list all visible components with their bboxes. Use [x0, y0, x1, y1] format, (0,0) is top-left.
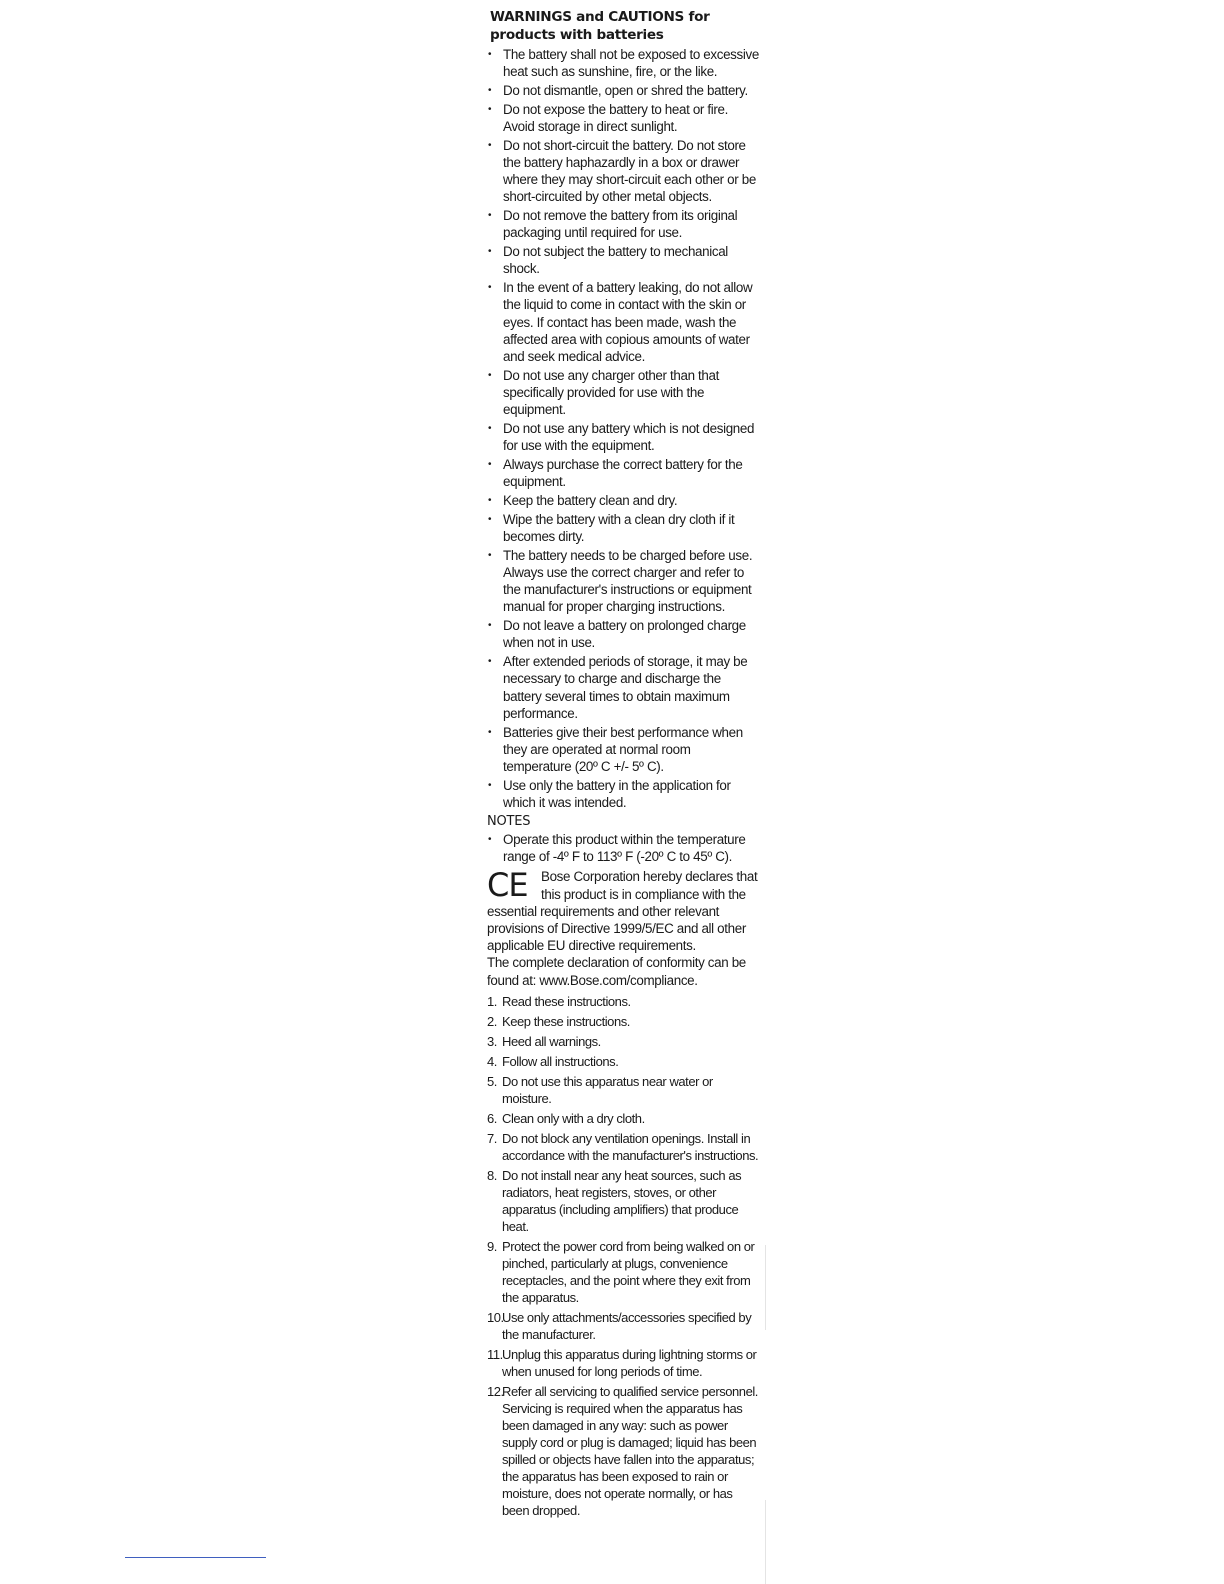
item-text: Heed all warnings. — [502, 1033, 601, 1049]
list-item — [487, 1130, 759, 1164]
item-number: 4. — [487, 1053, 497, 1069]
ce-mark-icon: CE — [487, 866, 528, 905]
item-text: Do not block any ventilation openings. Install in accordance with the manufacturer's instructions. — [502, 1130, 759, 1163]
item-number: 10. — [487, 1309, 504, 1325]
list-item — [487, 1013, 759, 1030]
ce-compliance-block — [487, 868, 759, 988]
item-text: Do not install near any heat sources, such as radiators, heat registers, stoves, or other apparatus (including amplifiers) that produce heat. — [502, 1167, 742, 1234]
list-item — [487, 1110, 759, 1127]
item-text: Protect the power cord from being walked on or pinched, particularly at plugs, convenience receptacles, and the point where they exit from the apparatus. — [502, 1238, 755, 1305]
list-item: • Do not remove the battery from its original packaging until required for use. — [487, 207, 759, 241]
item-number: 9. — [487, 1238, 497, 1254]
page-edge-divider — [765, 1245, 766, 1330]
page-edge-divider — [765, 1500, 766, 1584]
list-item: • The battery needs to be charged before use. Always use the correct charger and refer to the manufacturer's instructions or equipment manual for proper charging instructions. — [487, 547, 759, 616]
battery-warnings-list — [487, 46, 759, 811]
list-item: • After extended periods of storage, it may be necessary to charge and discharge the battery several times to obtain maximum performance. — [487, 653, 759, 722]
item-number: 11. — [487, 1346, 503, 1362]
item-text: Do not use this apparatus near water or moisture. — [502, 1073, 713, 1106]
item-text: Follow all instructions. — [502, 1053, 619, 1069]
item-number: 2. — [487, 1013, 497, 1029]
item-number: 3. — [487, 1033, 497, 1049]
item-number: 1. — [487, 993, 497, 1009]
list-item — [487, 1238, 759, 1306]
safety-document — [487, 9, 759, 1522]
item-text: Read these instructions. — [502, 993, 631, 1009]
item-text: Refer all servicing to qualified service personnel. Servicing is required when the apparatus has been damaged in any way: such as power supply cord or plug is damaged; liquid has been spilled or objects have fallen into the apparatus; the apparatus has been exposed to rain or moisture, does not operate normally, or has been dropped. — [502, 1383, 758, 1518]
safety-instructions-list — [487, 993, 759, 1519]
list-item: • Do not dismantle, open or shred the battery. — [487, 82, 759, 99]
item-text: Clean only with a dry cloth. — [502, 1110, 645, 1126]
list-item: • Keep the battery clean and dry. — [487, 492, 759, 509]
list-item: • In the event of a battery leaking, do not allow the liquid to come in contact with the skin or eyes. If contact has been made, wash the affected area with copious amounts of water and seek medical advice. — [487, 279, 759, 365]
list-item: • Do not subject the battery to mechanical shock. — [487, 243, 759, 277]
list-item: • The battery shall not be exposed to excessive heat such as sunshine, fire, or the like. — [487, 46, 759, 80]
item-number: 12. — [487, 1383, 504, 1399]
list-item: • Do not use any charger other than that specifically provided for use with the equipment. — [487, 367, 759, 419]
list-item — [487, 1167, 759, 1235]
conformity-statement: The complete declaration of conformity can be found at: www.Bose.com/compliance. — [487, 955, 746, 988]
list-item — [487, 1033, 759, 1050]
list-item: • Wipe the battery with a clean dry cloth if it becomes dirty. — [487, 511, 759, 545]
list-item: • Do not leave a battery on prolonged charge when not in use. — [487, 617, 759, 651]
item-number: 6. — [487, 1110, 497, 1126]
list-item: • Do not expose the battery to heat or fire. Avoid storage in direct sunlight. — [487, 101, 759, 135]
list-item: • Operate this product within the temperature range of -4º F to 113º F (-20º C to 45º C). — [487, 831, 759, 865]
item-number: 5. — [487, 1073, 497, 1089]
ce-declaration: Bose Corporation hereby declares that this product is in compliance with the essential requirements and other relevant provisions of Directive 1999/5/EC and all other applicable EU directive requirements. — [487, 869, 758, 954]
notes-heading: NOTES — [487, 813, 531, 829]
notes-list — [487, 831, 759, 865]
footnote-rule — [125, 1557, 266, 1558]
list-item — [487, 1053, 759, 1070]
list-item: • Do not short-circuit the battery. Do not store the battery haphazardly in a box or drawer where they may short-circuit each other or be short-circuited by other metal objects. — [487, 137, 759, 206]
item-text: Unplug this apparatus during lightning storms or when unused for long periods of time. — [502, 1346, 757, 1379]
list-item — [487, 1383, 759, 1519]
list-item: • Batteries give their best performance when they are operated at normal room temperature (20º C +/- 5º C). — [487, 724, 759, 776]
item-number: 7. — [487, 1130, 497, 1146]
item-text: Use only attachments/accessories specified by the manufacturer. — [502, 1309, 752, 1342]
list-item — [487, 1073, 759, 1107]
document-title: WARNINGS and CAUTIONS for products with batteries — [490, 9, 710, 43]
list-item: • Use only the battery in the application for which it was intended. — [487, 777, 759, 811]
list-item: • Always purchase the correct battery for the equipment. — [487, 456, 759, 490]
list-item: • Do not use any battery which is not designed for use with the equipment. — [487, 420, 759, 454]
list-item — [487, 993, 759, 1010]
list-item — [487, 1346, 759, 1380]
list-item — [487, 1309, 759, 1343]
item-text: Keep these instructions. — [502, 1013, 630, 1029]
item-number: 8. — [487, 1167, 497, 1183]
